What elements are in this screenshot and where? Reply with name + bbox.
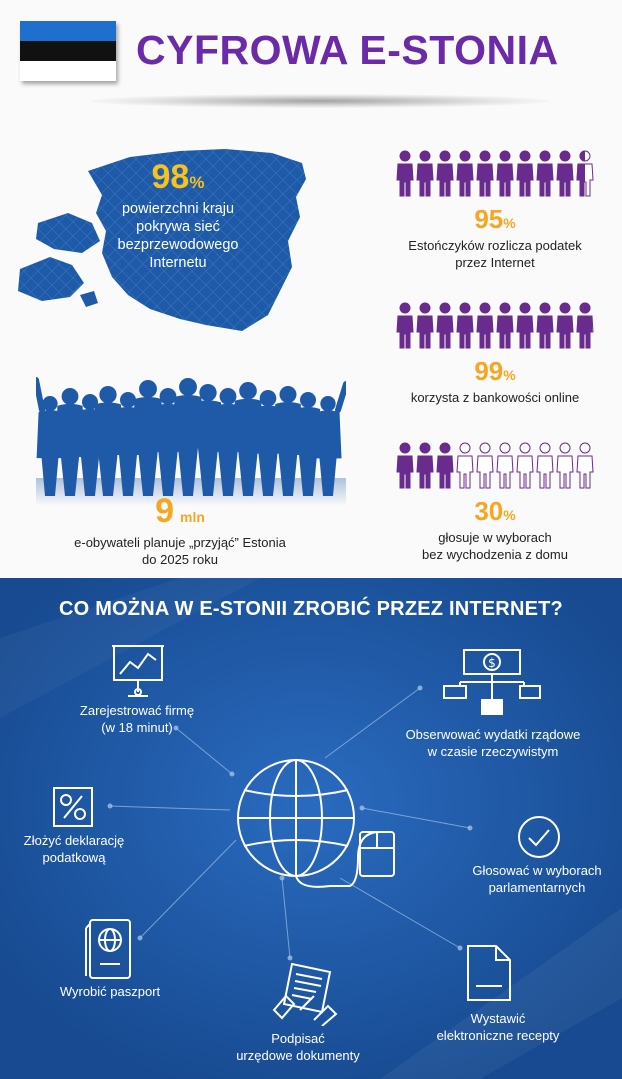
- person-figure: [577, 303, 593, 348]
- service-spending: [388, 726, 598, 760]
- people-row-icon: [395, 302, 595, 350]
- document-icon: [466, 944, 512, 1002]
- checkmark-circle-icon: [516, 814, 562, 860]
- service-passport-line-1: Wyrobić paszport: [59, 984, 161, 999]
- person-figure: [437, 151, 453, 196]
- crowd-raised-arm: [338, 384, 346, 410]
- wifi-line-4: Internetu: [149, 255, 207, 271]
- flag-stripe-black: [20, 41, 116, 61]
- person-figure: [397, 443, 413, 488]
- person-figure: [517, 303, 533, 348]
- wifi-coverage-value: 98%: [151, 158, 205, 196]
- person-figure: [437, 443, 453, 488]
- service-prescription: [418, 1010, 578, 1044]
- person-figure: [517, 151, 533, 196]
- person-figure: [397, 303, 413, 348]
- stat-voting: [385, 442, 605, 563]
- flag-stripe-white: [20, 61, 116, 81]
- service-sign-line-1: Podpisać: [271, 1031, 325, 1046]
- service-tax-line-2: podatkową: [42, 850, 106, 865]
- service-tax: [0, 832, 148, 866]
- service-vote-line-2: parlamentarnych: [488, 880, 586, 895]
- globe-icon: [230, 758, 430, 908]
- person-figure: [457, 303, 473, 348]
- person-figure: [417, 303, 433, 348]
- stat-tax-value: 95%: [474, 204, 516, 234]
- service-tax-line-1: Złożyć deklarację: [23, 833, 125, 848]
- person-figure: [437, 303, 453, 348]
- mouse-icon: [358, 830, 398, 880]
- person-figure: [497, 151, 513, 196]
- stat-tax-line-2: przez Internet: [455, 255, 535, 270]
- wifi-coverage-stat: [108, 160, 248, 272]
- service-prescription-line-1: Wystawić: [470, 1011, 526, 1026]
- person-figure: [537, 443, 553, 488]
- service-spending-line-1: Obserwować wydatki rządowe: [405, 727, 581, 742]
- service-vote: [452, 862, 622, 896]
- stat-voting-value: 30%: [474, 496, 516, 526]
- person-figure: [457, 151, 473, 196]
- crowd-raised-arm: [36, 380, 42, 410]
- service-sign-line-2: urzędowe dokumenty: [236, 1048, 360, 1063]
- stat-voting-line-2: bez wychodzenia z domu: [422, 547, 568, 562]
- person-figure: [497, 303, 513, 348]
- svg-text:$: $: [488, 656, 496, 670]
- person-figure: [497, 443, 513, 488]
- service-company-line-2: (w 18 minut): [101, 720, 173, 735]
- service-vote-line-1: Głosować w wyborach: [472, 863, 602, 878]
- title-shadow: [90, 94, 550, 108]
- money-flowchart-icon: [440, 648, 544, 718]
- service-company: [62, 702, 212, 736]
- person-figure: [537, 303, 553, 348]
- people-row-icon: [395, 442, 595, 490]
- person-figure: [477, 443, 493, 488]
- stat-voting-line-1: głosuje w wyborach: [438, 530, 552, 545]
- estonia-flag: [20, 21, 116, 81]
- person-figure: [557, 303, 573, 348]
- person-figure: [477, 151, 493, 196]
- person-figure: [417, 443, 433, 488]
- person-figure: [557, 443, 573, 488]
- service-prescription-line-2: elektroniczne recepty: [436, 1028, 560, 1043]
- stat-banking: [385, 302, 605, 406]
- flag-stripe-blue: [20, 21, 116, 41]
- e-residents-line-2: do 2025 roku: [142, 552, 218, 567]
- people-row-icon: [395, 150, 595, 198]
- crowd-silhouette-icon: [36, 366, 346, 506]
- person-figure: [577, 151, 593, 196]
- services-section: [0, 578, 622, 1079]
- service-passport: [40, 983, 180, 1000]
- person-figure: [577, 443, 593, 488]
- stat-tax: [385, 150, 605, 271]
- e-residents-line-1: e-obywateli planuje „przyjąć” Estonia: [74, 535, 286, 550]
- presentation-chart-icon: [110, 642, 166, 702]
- service-sign: [208, 1030, 388, 1064]
- wifi-line-3: bezprzewodowego: [117, 237, 239, 253]
- person-figure: [397, 151, 413, 196]
- person-figure: [477, 303, 493, 348]
- percent-icon: [52, 786, 94, 828]
- stat-banking-line-1: korzysta z bankowości online: [410, 390, 580, 405]
- person-figure: [517, 443, 533, 488]
- wifi-line-1: powierzchni kraju: [121, 201, 235, 217]
- e-residents-value: 9 mln: [155, 492, 205, 530]
- person-figure: [557, 151, 573, 196]
- service-company-line-1: Zarejestrować firmę: [79, 703, 195, 718]
- person-figure: [417, 151, 433, 196]
- service-spending-line-2: w czasie rzeczywistym: [427, 744, 559, 759]
- wifi-line-2: pokrywa sieć: [136, 219, 220, 235]
- page-title: CYFROWA E-STONIA: [136, 27, 559, 73]
- passport-icon: [84, 918, 132, 980]
- person-figure: [457, 443, 473, 488]
- stat-banking-value: 99%: [474, 356, 516, 386]
- signing-document-icon: [270, 960, 342, 1026]
- stat-tax-line-1: Estończyków rozlicza podatek: [408, 238, 582, 253]
- person-figure: [537, 151, 553, 196]
- e-residents-stat: [70, 494, 290, 568]
- services-title: CO MOŻNA W E-STONII ZROBIĆ PRZEZ INTERNET?: [59, 598, 563, 620]
